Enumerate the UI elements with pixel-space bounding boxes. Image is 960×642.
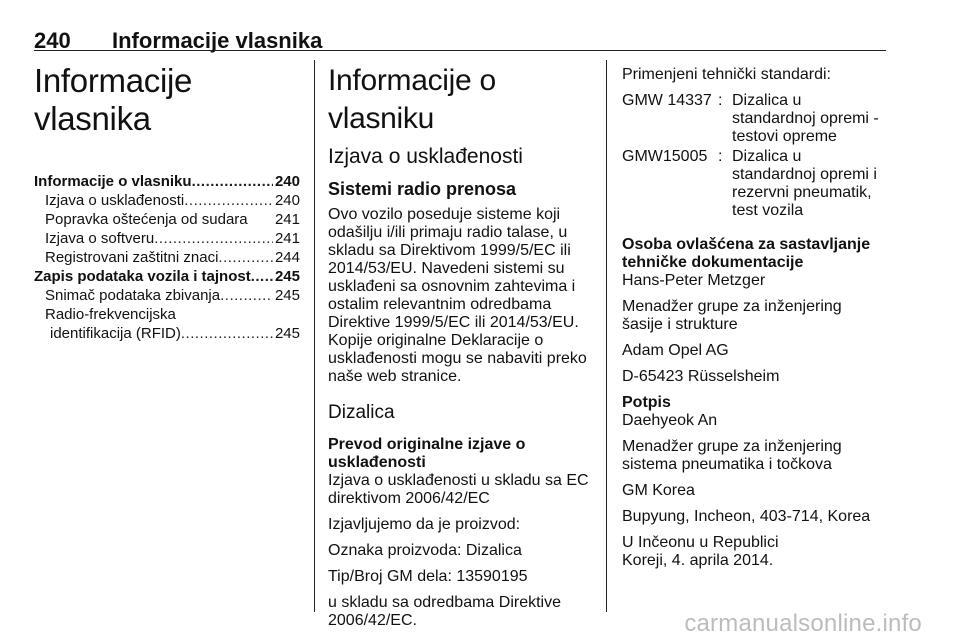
- toc-page: 240: [274, 192, 300, 209]
- signature-heading: Potpis: [622, 394, 671, 411]
- column-divider-left: [314, 60, 315, 612]
- table-of-contents: [34, 172, 300, 343]
- standard-code: GMW15005: [622, 148, 708, 165]
- company-name: Adam Opel AG: [622, 342, 729, 359]
- toc-page: 245: [274, 268, 300, 285]
- running-title: Informacije vlasnika: [112, 28, 323, 53]
- toc-label: Izjava o softveru: [45, 230, 155, 247]
- toc-leader: [181, 324, 273, 343]
- part-number: Tip/Broj GM dela: 13590195: [328, 568, 528, 585]
- toc-label: Popravka oštećenja od sudara: [45, 211, 248, 228]
- standard-description: Dizalica u standardnoj opremi - testovi opreme: [732, 92, 879, 145]
- toc-entry[interactable]: [34, 191, 300, 210]
- signatory-role: Menadžer grupe za inženjering sistema pneumatika i točkova: [622, 438, 842, 473]
- toc-entry[interactable]: [34, 229, 300, 248]
- toc-label: identifikacija (RFID): [50, 325, 181, 342]
- radio-systems-text: Ovo vozilo poseduje sisteme koji odašilju i/ili primaju radio talase, u skladu sa Direktivom 1999/5/EC ili 2014/53/EU. Navedeni sistemi su usklađeni sa osnovnim zahtevima i ostalim relevantnim odredbama Direktive 1999/5/EC ili 2014/53/EU. Kopije originalne Deklaracije o usklađenosti mogu se nabaviti preko naše web stranice.: [328, 206, 587, 385]
- page-number: 240: [34, 28, 71, 53]
- toc-page: 244: [274, 249, 300, 266]
- person-role: Menadžer grupe za inženjering šasije i strukture: [622, 298, 842, 333]
- translation-heading: Prevod originalne izjave o usklađenosti: [328, 436, 526, 471]
- toc-leader: [220, 286, 273, 305]
- toc-entry[interactable]: [34, 324, 300, 343]
- column-divider-right: [606, 60, 607, 612]
- authorized-person-heading: Osoba ovlašćena za sastavljanje tehničke dokumentacije: [622, 236, 871, 271]
- signatory-address: Bupyung, Incheon, 403-714, Korea: [622, 508, 871, 525]
- toc-entry[interactable]: [34, 305, 300, 324]
- left-column: [34, 62, 300, 343]
- product-designation: Oznaka proizvoda: Dizalica: [328, 542, 522, 559]
- toc-label: Informacije o vlasniku: [34, 173, 192, 190]
- jack-heading: Dizalica: [328, 402, 395, 423]
- standard-row: [622, 92, 886, 146]
- toc-page: 241: [274, 211, 300, 228]
- toc-page: 245: [274, 325, 300, 342]
- standards-label: Primenjeni tehnički standardi:: [622, 66, 831, 83]
- toc-leader: [154, 229, 273, 248]
- toc-entry[interactable]: [34, 248, 300, 267]
- standard-code: GMW 14337: [622, 92, 712, 109]
- toc-leader: [218, 248, 273, 267]
- declaration-text: Izjavljujemo da je proizvod:: [328, 516, 521, 533]
- person-name: Hans-Peter Metzger: [622, 272, 766, 289]
- toc-page: 245: [274, 287, 300, 304]
- toc-label: Radio-frekvencijska: [45, 306, 176, 323]
- toc-label: Izjava o usklađenosti: [45, 192, 185, 209]
- conformity-text: Izjava o usklađenosti u skladu sa EC direktivom 2006/42/EC: [328, 472, 589, 507]
- subsubsection-heading: Sistemi radio prenosa: [328, 179, 517, 199]
- toc-label: Registrovani zaštitni znaci: [45, 249, 219, 266]
- place-and-date: U Inčeonu u Republici Koreji, 4. aprila 2014.: [622, 534, 779, 569]
- toc-entry[interactable]: [34, 286, 300, 305]
- subsection-heading: Izjava o usklađenosti: [328, 145, 523, 168]
- toc-entry[interactable]: [34, 172, 300, 191]
- toc-page: 241: [274, 230, 300, 247]
- standard-separator: :: [718, 148, 723, 165]
- watermark-text: carmanualsonline.info: [684, 610, 922, 637]
- standard-separator: :: [718, 92, 723, 109]
- toc-leader: [184, 191, 273, 210]
- standard-row: [622, 148, 886, 220]
- section-title: Informacije o vlasniku: [328, 64, 496, 135]
- middle-column: [328, 62, 592, 630]
- standard-description: Dizalica u standardnoj opremi i rezervni pneumatik, test vozila: [732, 148, 877, 219]
- toc-leader: [251, 267, 273, 286]
- toc-page: 240: [274, 173, 300, 190]
- chapter-title: Informacije vlasnika: [34, 62, 193, 137]
- header-rule: [34, 50, 886, 51]
- toc-label: Snimač podataka zbivanja: [45, 287, 221, 304]
- toc-entry[interactable]: [34, 210, 300, 229]
- signatory-name: Daehyeok An: [622, 412, 718, 429]
- toc-entry[interactable]: [34, 267, 300, 286]
- toc-leader: [192, 172, 273, 191]
- company-address: D-65423 Rüsselsheim: [622, 368, 780, 385]
- toc-label: Zapis podataka vozila i tajnost: [34, 268, 251, 285]
- directive-compliance: u skladu sa odredbama Direktive 2006/42/EC.: [328, 594, 562, 629]
- right-column: [622, 66, 886, 570]
- signatory-company: GM Korea: [622, 482, 695, 499]
